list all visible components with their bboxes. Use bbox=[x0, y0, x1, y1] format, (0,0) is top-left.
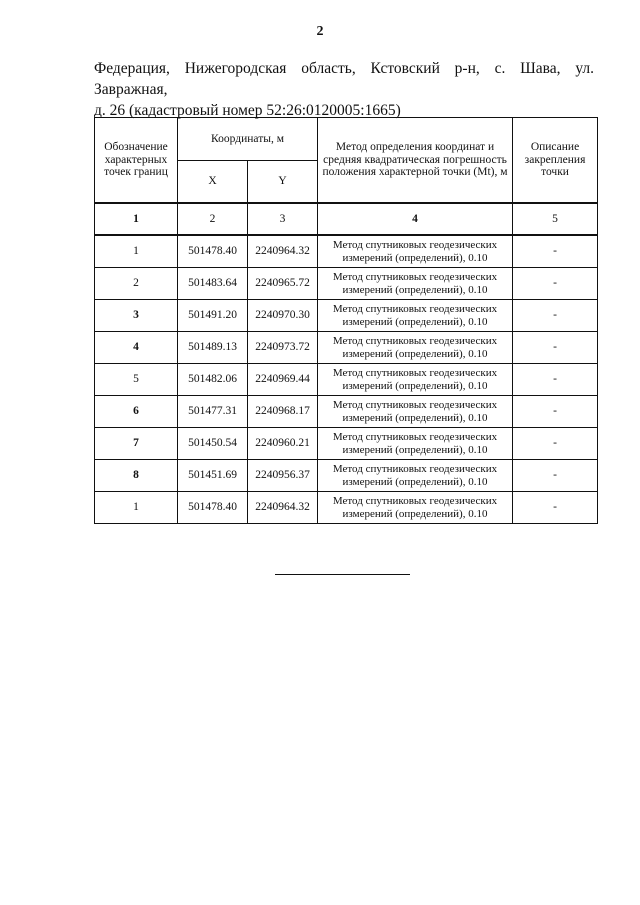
description-cell: - bbox=[513, 300, 598, 332]
coord-x: 501482.06 bbox=[178, 364, 248, 396]
coord-x: 501450.54 bbox=[178, 428, 248, 460]
coord-y: 2240960.21 bbox=[248, 428, 318, 460]
table-header-row bbox=[95, 118, 598, 161]
column-number: 1 bbox=[95, 203, 178, 235]
description-cell: - bbox=[513, 332, 598, 364]
header-method: Метод определения координат и средняя квадратическая погрешность положения характерной точки (Mt), м bbox=[318, 118, 513, 204]
table-row bbox=[95, 268, 598, 300]
header-coordinates: Координаты, м bbox=[178, 118, 318, 161]
coord-x: 501451.69 bbox=[178, 460, 248, 492]
table-row bbox=[95, 428, 598, 460]
column-number: 3 bbox=[248, 203, 318, 235]
method-cell: Метод спутниковых геодезических измерений (определений), 0.10 bbox=[318, 396, 513, 428]
table-row bbox=[95, 396, 598, 428]
coord-y: 2240968.17 bbox=[248, 396, 318, 428]
header-description: Описание закрепления точки bbox=[513, 118, 598, 204]
coord-y: 2240964.32 bbox=[248, 235, 318, 268]
table-row bbox=[95, 364, 598, 396]
description-cell: - bbox=[513, 460, 598, 492]
method-cell: Метод спутниковых геодезических измерений (определений), 0.10 bbox=[318, 428, 513, 460]
coord-x: 501478.40 bbox=[178, 235, 248, 268]
coord-y: 2240970.30 bbox=[248, 300, 318, 332]
coordinates-table bbox=[94, 117, 598, 524]
point-designation: 2 bbox=[95, 268, 178, 300]
point-designation: 1 bbox=[95, 235, 178, 268]
coord-y: 2240964.32 bbox=[248, 492, 318, 524]
table-row bbox=[95, 332, 598, 364]
point-designation: 3 bbox=[95, 300, 178, 332]
header-designation: Обозначение характерных точек границ bbox=[95, 118, 178, 204]
column-number: 5 bbox=[513, 203, 598, 235]
end-of-document-rule bbox=[275, 574, 410, 575]
method-cell: Метод спутниковых геодезических измерений (определений), 0.10 bbox=[318, 492, 513, 524]
intro-line-1: Федерация, Нижегородская область, Кстовский р-н, с. Шава, ул. Завражная, bbox=[94, 60, 594, 98]
method-cell: Метод спутниковых геодезических измерений (определений), 0.10 bbox=[318, 235, 513, 268]
coord-x: 501478.40 bbox=[178, 492, 248, 524]
table-row bbox=[95, 300, 598, 332]
description-cell: - bbox=[513, 492, 598, 524]
coord-x: 501491.20 bbox=[178, 300, 248, 332]
point-designation: 1 bbox=[95, 492, 178, 524]
column-number: 4 bbox=[318, 203, 513, 235]
description-cell: - bbox=[513, 235, 598, 268]
coord-x: 501489.13 bbox=[178, 332, 248, 364]
point-designation: 7 bbox=[95, 428, 178, 460]
column-number: 2 bbox=[178, 203, 248, 235]
coord-y: 2240973.72 bbox=[248, 332, 318, 364]
point-designation: 8 bbox=[95, 460, 178, 492]
method-cell: Метод спутниковых геодезических измерений (определений), 0.10 bbox=[318, 364, 513, 396]
table-row bbox=[95, 460, 598, 492]
point-designation: 5 bbox=[95, 364, 178, 396]
coord-x: 501477.31 bbox=[178, 396, 248, 428]
coord-x: 501483.64 bbox=[178, 268, 248, 300]
coord-y: 2240956.37 bbox=[248, 460, 318, 492]
page-number: 2 bbox=[316, 24, 324, 39]
method-cell: Метод спутниковых геодезических измерений (определений), 0.10 bbox=[318, 300, 513, 332]
intro-line-2: д. 26 (кадастровый номер 52:26:0120005:1665) bbox=[94, 102, 401, 119]
intro-paragraph bbox=[94, 58, 594, 121]
coord-y: 2240965.72 bbox=[248, 268, 318, 300]
header-x: X bbox=[178, 161, 248, 204]
description-cell: - bbox=[513, 364, 598, 396]
table-row bbox=[95, 492, 598, 524]
column-number-row bbox=[95, 203, 598, 235]
header-y: Y bbox=[248, 161, 318, 204]
method-cell: Метод спутниковых геодезических измерений (определений), 0.10 bbox=[318, 460, 513, 492]
description-cell: - bbox=[513, 428, 598, 460]
method-cell: Метод спутниковых геодезических измерений (определений), 0.10 bbox=[318, 332, 513, 364]
point-designation: 4 bbox=[95, 332, 178, 364]
method-cell: Метод спутниковых геодезических измерений (определений), 0.10 bbox=[318, 268, 513, 300]
table-row bbox=[95, 235, 598, 268]
point-designation: 6 bbox=[95, 396, 178, 428]
coord-y: 2240969.44 bbox=[248, 364, 318, 396]
description-cell: - bbox=[513, 268, 598, 300]
description-cell: - bbox=[513, 396, 598, 428]
